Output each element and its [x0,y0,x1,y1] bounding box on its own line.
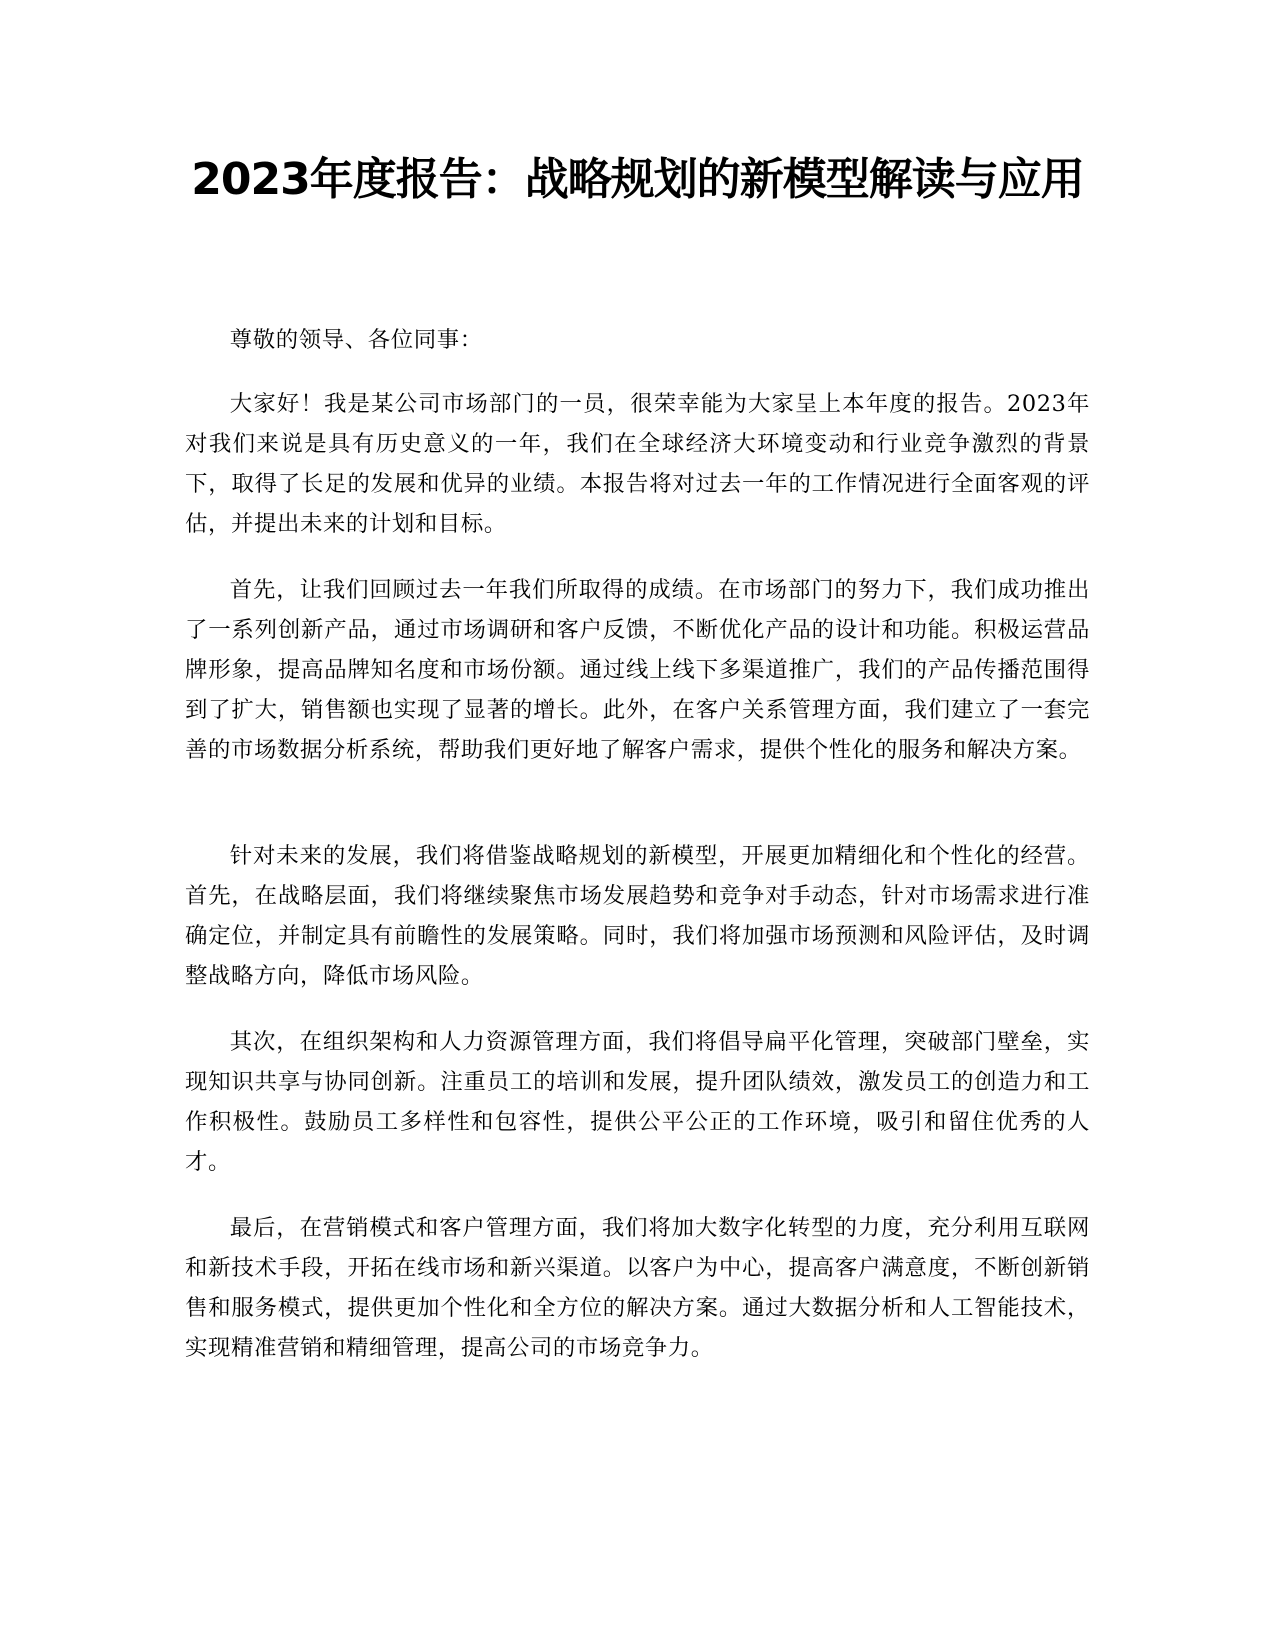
paragraph-achievements: 首先，让我们回顾过去一年我们所取得的成绩。在市场部门的努力下，我们成功推出了一系列创新产品，通过市场调研和客户反馈，不断优化产品的设计和功能。积极运营品牌形象，提高品牌知名度和市场份额。通过线上线下多渠道推广，我们的产品传播范围得到了扩大，销售额也实现了显著的增长。此外，在客户关系管理方面，我们建立了一套完善的市场数据分析系统，帮助我们更好地了解客户需求，提供个性化的服务和解决方案。 [185,577,1090,763]
paragraph-marketing: 最后，在营销模式和客户管理方面，我们将加大数字化转型的力度，充分利用互联网和新技术手段，开拓在线市场和新兴渠道。以客户为中心，提高客户满意度，不断创新销售和服务模式，提供更加个性化和全方位的解决方案。通过大数据分析和人工智能技术，实现精准营销和精细管理，提高公司的市场竞争力。 [185,1215,1090,1361]
paragraph-organization: 其次，在组织架构和人力资源管理方面，我们将倡导扁平化管理，突破部门壁垒，实现知识共享与协同创新。注重员工的培训和发展，提升团队绩效，激发员工的创造力和工作积极性。鼓励员工多样性和包容性，提供公平公正的工作环境，吸引和留住优秀的人才。 [185,1029,1090,1175]
salutation: 尊敬的领导、各位同事： [229,327,483,353]
paragraph-strategy: 针对未来的发展，我们将借鉴战略规划的新模型，开展更加精细化和个性化的经营。首先，在战略层面，我们将继续聚焦市场发展趋势和竞争对手动态，针对市场需求进行准确定位，并制定具有前瞻性的发展策略。同时，我们将加强市场预测和风险评估，及时调整战略方向，降低市场风险。 [185,843,1090,989]
paragraph-intro: 大家好！我是某公司市场部门的一员，很荣幸能为大家呈上本年度的报告。2023年对我们来说是具有历史意义的一年，我们在全球经济大环境变动和行业竞争激烈的背景下，取得了长足的发展和优异的业绩。本报告将对过去一年的工作情况进行全面客观的评估，并提出未来的计划和目标。 [185,391,1090,537]
document-title: 2023年度报告：战略规划的新模型解读与应用 [191,154,1084,205]
